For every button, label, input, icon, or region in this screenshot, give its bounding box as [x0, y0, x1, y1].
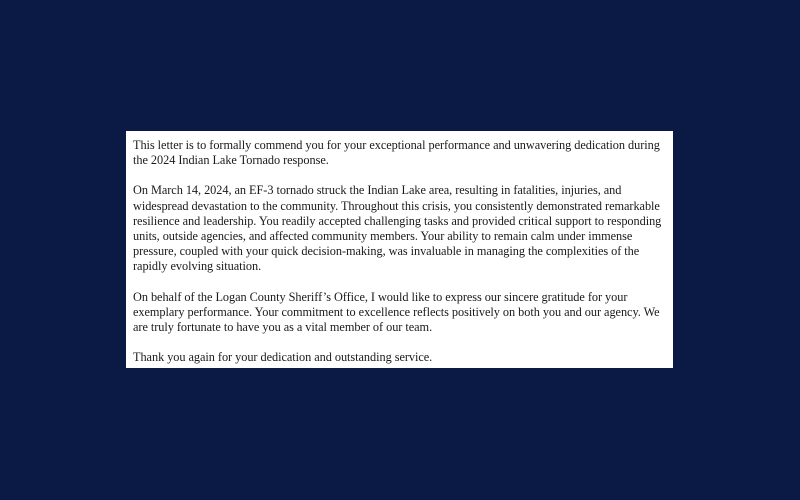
commendation-letter — [126, 131, 673, 368]
letter-paragraph-gratitude: On behalf of the Logan County Sheriff’s Office, I would like to express our sincere gratitude for your exemplary performance. Your commitment to excellence reflects positively on both you and our agency. We are truly fortunate to have you as a vital member of our team. — [133, 289, 660, 335]
letter-paragraph-event: On March 14, 2024, an EF-3 tornado struck the Indian Lake area, resulting in fatalities, injuries, and widespread devastation to the community. Throughout this crisis, you consistently demonstrated remarkable resilience and leadership. You readily accepted challenging tasks and provided critical support to responding units, outside agencies, and affected community members. Your ability to remain calm under immense pressure, coupled with your quick decision-making, was invaluable in managing the complexities of the rapidly evolving situation. — [133, 183, 662, 274]
letter-paragraph-intro: This letter is to formally commend you for your exceptional performance and unwavering dedication during the 2024 Indian Lake Tornado response. — [133, 138, 660, 168]
letter-paragraph-closing: Thank you again for your dedication and outstanding service. — [133, 350, 433, 365]
